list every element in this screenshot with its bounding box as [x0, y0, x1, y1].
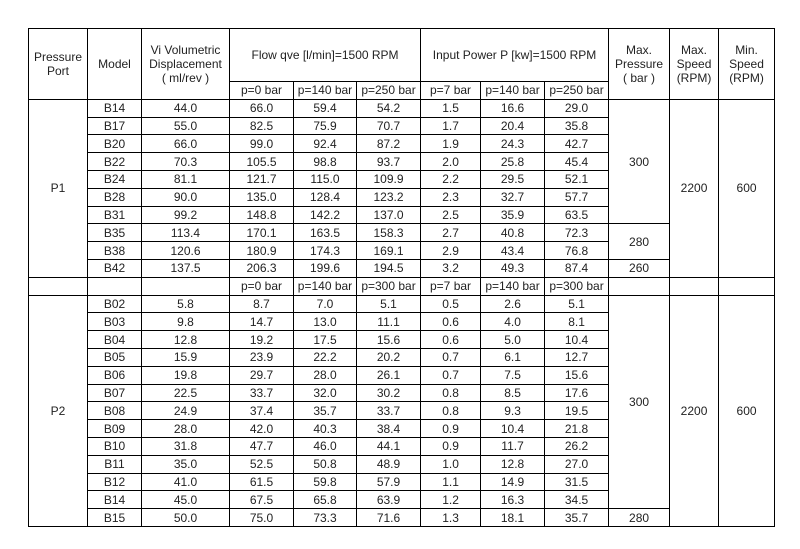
value-cell: 29.5 — [481, 170, 545, 188]
value-cell: 48.9 — [357, 455, 421, 473]
value-cell: 44.0 — [142, 99, 230, 117]
value-cell: 174.3 — [294, 242, 357, 260]
value-cell: 12.7 — [545, 348, 609, 366]
value-cell: 1.7 — [421, 117, 481, 135]
p1-sub-header: p=0 bar — [230, 82, 294, 100]
value-cell: 34.5 — [545, 491, 609, 509]
value-cell: 65.8 — [294, 491, 357, 509]
value-cell: 137.5 — [142, 259, 230, 277]
max-speed-header: Max. Speed (RPM) — [670, 29, 719, 100]
model-cell: B28 — [88, 188, 142, 206]
value-cell: 115.0 — [294, 170, 357, 188]
value-cell: 158.3 — [357, 224, 421, 242]
flow-header: Flow qve [l/min]=1500 RPM — [230, 29, 421, 82]
value-cell: 99.2 — [142, 206, 230, 224]
value-cell: 15.6 — [545, 366, 609, 384]
value-cell: 73.3 — [294, 509, 357, 527]
value-cell: 2.7 — [421, 224, 481, 242]
table-row — [29, 259, 775, 277]
value-cell: 8.1 — [545, 313, 609, 331]
value-cell: 1.9 — [421, 135, 481, 153]
value-cell: 15.9 — [142, 348, 230, 366]
model-cell: B15 — [88, 509, 142, 527]
value-cell: 194.5 — [357, 259, 421, 277]
p2-sub-header: p=140 bar — [294, 277, 357, 295]
value-cell: 20.4 — [481, 117, 545, 135]
model-cell: B14 — [88, 99, 142, 117]
max-speed-cell: 2200 — [670, 99, 719, 277]
value-cell: 26.2 — [545, 437, 609, 455]
model-cell: B24 — [88, 170, 142, 188]
value-cell: 31.5 — [545, 473, 609, 491]
model-cell: B02 — [88, 295, 142, 313]
value-cell: 63.5 — [545, 206, 609, 224]
value-cell: 25.8 — [481, 153, 545, 171]
value-cell: 59.8 — [294, 473, 357, 491]
max-speed-cell: 2200 — [670, 295, 719, 526]
min-speed-header: Min. Speed (RPM) — [719, 29, 775, 100]
value-cell: 63.9 — [357, 491, 421, 509]
value-cell: 2.6 — [481, 295, 545, 313]
min-speed-cell: 600 — [719, 295, 775, 526]
p1-sub-header: p=140 bar — [294, 82, 357, 100]
model-cell: B04 — [88, 331, 142, 349]
pressure-port-cell: P2 — [29, 295, 88, 526]
model-cell: B20 — [88, 135, 142, 153]
value-cell: 52.5 — [230, 455, 294, 473]
value-cell: 1.3 — [421, 509, 481, 527]
value-cell: 66.0 — [230, 99, 294, 117]
value-cell: 19.2 — [230, 331, 294, 349]
table-row — [29, 224, 775, 242]
value-cell: 67.5 — [230, 491, 294, 509]
value-cell: 15.6 — [357, 331, 421, 349]
value-cell: 61.5 — [230, 473, 294, 491]
value-cell: 81.1 — [142, 170, 230, 188]
p2-sub-header: p=0 bar — [230, 277, 294, 295]
value-cell: 28.0 — [142, 420, 230, 438]
value-cell: 142.2 — [294, 206, 357, 224]
value-cell: 180.9 — [230, 242, 294, 260]
empty-cell — [142, 277, 230, 295]
value-cell: 17.6 — [545, 384, 609, 402]
value-cell: 45.0 — [142, 491, 230, 509]
value-cell: 42.0 — [230, 420, 294, 438]
value-cell: 76.8 — [545, 242, 609, 260]
model-cell: B31 — [88, 206, 142, 224]
value-cell: 57.9 — [357, 473, 421, 491]
model-cell: B12 — [88, 473, 142, 491]
value-cell: 40.8 — [481, 224, 545, 242]
value-cell: 1.0 — [421, 455, 481, 473]
value-cell: 0.7 — [421, 348, 481, 366]
value-cell: 42.7 — [545, 135, 609, 153]
value-cell: 35.8 — [545, 117, 609, 135]
value-cell: 33.7 — [230, 384, 294, 402]
empty-cell — [670, 277, 719, 295]
value-cell: 38.4 — [357, 420, 421, 438]
value-cell: 169.1 — [357, 242, 421, 260]
value-cell: 44.1 — [357, 437, 421, 455]
value-cell: 49.3 — [481, 259, 545, 277]
value-cell: 52.1 — [545, 170, 609, 188]
value-cell: 2.9 — [421, 242, 481, 260]
model-cell: B08 — [88, 402, 142, 420]
value-cell: 47.7 — [230, 437, 294, 455]
value-cell: 120.6 — [142, 242, 230, 260]
value-cell: 35.0 — [142, 455, 230, 473]
model-cell: B10 — [88, 437, 142, 455]
value-cell: 55.0 — [142, 117, 230, 135]
value-cell: 0.6 — [421, 331, 481, 349]
value-cell: 11.1 — [357, 313, 421, 331]
value-cell: 14.9 — [481, 473, 545, 491]
table-row — [29, 99, 775, 117]
value-cell: 98.8 — [294, 153, 357, 171]
model-cell: B11 — [88, 455, 142, 473]
pressure-port-cell: P1 — [29, 99, 88, 277]
p2-sub-header: p=300 bar — [545, 277, 609, 295]
max-pressure-cell: 280 — [609, 224, 670, 260]
value-cell: 1.2 — [421, 491, 481, 509]
max-pressure-cell: 260 — [609, 259, 670, 277]
value-cell: 163.5 — [294, 224, 357, 242]
value-cell: 40.3 — [294, 420, 357, 438]
value-cell: 57.7 — [545, 188, 609, 206]
value-cell: 43.4 — [481, 242, 545, 260]
value-cell: 26.1 — [357, 366, 421, 384]
value-cell: 5.1 — [357, 295, 421, 313]
value-cell: 41.0 — [142, 473, 230, 491]
p2-sub-header-row — [29, 277, 775, 295]
value-cell: 7.0 — [294, 295, 357, 313]
value-cell: 13.0 — [294, 313, 357, 331]
model-cell: B05 — [88, 348, 142, 366]
value-cell: 75.9 — [294, 117, 357, 135]
p2-sub-header: p=7 bar — [421, 277, 481, 295]
value-cell: 206.3 — [230, 259, 294, 277]
value-cell: 72.3 — [545, 224, 609, 242]
value-cell: 30.2 — [357, 384, 421, 402]
value-cell: 16.3 — [481, 491, 545, 509]
value-cell: 35.9 — [481, 206, 545, 224]
value-cell: 9.3 — [481, 402, 545, 420]
value-cell: 0.9 — [421, 420, 481, 438]
value-cell: 70.3 — [142, 153, 230, 171]
empty-cell — [29, 277, 88, 295]
model-cell: B07 — [88, 384, 142, 402]
value-cell: 45.4 — [545, 153, 609, 171]
value-cell: 71.6 — [357, 509, 421, 527]
value-cell: 87.4 — [545, 259, 609, 277]
p2-sub-header: p=300 bar — [357, 277, 421, 295]
value-cell: 0.6 — [421, 313, 481, 331]
value-cell: 5.8 — [142, 295, 230, 313]
empty-cell — [88, 277, 142, 295]
value-cell: 123.2 — [357, 188, 421, 206]
value-cell: 18.1 — [481, 509, 545, 527]
value-cell: 3.2 — [421, 259, 481, 277]
value-cell: 59.4 — [294, 99, 357, 117]
p1-sub-header: p=7 bar — [421, 82, 481, 100]
value-cell: 22.5 — [142, 384, 230, 402]
value-cell: 87.2 — [357, 135, 421, 153]
pressure-port-header: Pressure Port — [29, 29, 88, 100]
value-cell: 4.0 — [481, 313, 545, 331]
model-cell: B22 — [88, 153, 142, 171]
value-cell: 19.8 — [142, 366, 230, 384]
value-cell: 109.9 — [357, 170, 421, 188]
value-cell: 0.8 — [421, 402, 481, 420]
value-cell: 29.7 — [230, 366, 294, 384]
value-cell: 2.3 — [421, 188, 481, 206]
value-cell: 99.0 — [230, 135, 294, 153]
value-cell: 11.7 — [481, 437, 545, 455]
value-cell: 199.6 — [294, 259, 357, 277]
min-speed-cell: 600 — [719, 99, 775, 277]
model-cell: B42 — [88, 259, 142, 277]
model-cell: B03 — [88, 313, 142, 331]
table-row — [29, 295, 775, 313]
value-cell: 0.7 — [421, 366, 481, 384]
value-cell: 35.7 — [545, 509, 609, 527]
value-cell: 70.7 — [357, 117, 421, 135]
value-cell: 27.0 — [545, 455, 609, 473]
value-cell: 12.8 — [481, 455, 545, 473]
value-cell: 8.7 — [230, 295, 294, 313]
value-cell: 35.7 — [294, 402, 357, 420]
value-cell: 5.0 — [481, 331, 545, 349]
p1-sub-header: p=140 bar — [481, 82, 545, 100]
value-cell: 148.8 — [230, 206, 294, 224]
value-cell: 137.0 — [357, 206, 421, 224]
value-cell: 10.4 — [481, 420, 545, 438]
max-pressure-header: Max. Pressure ( bar ) — [609, 29, 670, 100]
value-cell: 23.9 — [230, 348, 294, 366]
value-cell: 1.1 — [421, 473, 481, 491]
value-cell: 31.8 — [142, 437, 230, 455]
value-cell: 19.5 — [545, 402, 609, 420]
value-cell: 0.8 — [421, 384, 481, 402]
value-cell: 121.7 — [230, 170, 294, 188]
value-cell: 0.5 — [421, 295, 481, 313]
p1-sub-header: p=250 bar — [357, 82, 421, 100]
empty-cell — [609, 277, 670, 295]
value-cell: 9.8 — [142, 313, 230, 331]
value-cell: 46.0 — [294, 437, 357, 455]
empty-cell — [719, 277, 775, 295]
value-cell: 50.0 — [142, 509, 230, 527]
value-cell: 6.1 — [481, 348, 545, 366]
model-cell: B35 — [88, 224, 142, 242]
value-cell: 93.7 — [357, 153, 421, 171]
value-cell: 82.5 — [230, 117, 294, 135]
max-pressure-cell: 280 — [609, 509, 670, 527]
input-power-header: Input Power P [kw]=1500 RPM — [421, 29, 609, 82]
value-cell: 2.0 — [421, 153, 481, 171]
value-cell: 113.4 — [142, 224, 230, 242]
p2-sub-header: p=140 bar — [481, 277, 545, 295]
displacement-header: Vi Volumetric Displacement ( ml/rev ) — [142, 29, 230, 100]
value-cell: 66.0 — [142, 135, 230, 153]
model-cell: B38 — [88, 242, 142, 260]
value-cell: 32.0 — [294, 384, 357, 402]
value-cell: 37.4 — [230, 402, 294, 420]
value-cell: 17.5 — [294, 331, 357, 349]
value-cell: 75.0 — [230, 509, 294, 527]
value-cell: 90.0 — [142, 188, 230, 206]
value-cell: 12.8 — [142, 331, 230, 349]
value-cell: 0.9 — [421, 437, 481, 455]
value-cell: 128.4 — [294, 188, 357, 206]
value-cell: 16.6 — [481, 99, 545, 117]
value-cell: 5.1 — [545, 295, 609, 313]
value-cell: 170.1 — [230, 224, 294, 242]
model-cell: B09 — [88, 420, 142, 438]
value-cell: 50.8 — [294, 455, 357, 473]
value-cell: 24.9 — [142, 402, 230, 420]
value-cell: 7.5 — [481, 366, 545, 384]
value-cell: 29.0 — [545, 99, 609, 117]
model-header: Model — [88, 29, 142, 100]
value-cell: 54.2 — [357, 99, 421, 117]
value-cell: 21.8 — [545, 420, 609, 438]
value-cell: 28.0 — [294, 366, 357, 384]
p1-sub-header: p=250 bar — [545, 82, 609, 100]
table-row — [29, 509, 775, 527]
max-pressure-cell: 300 — [609, 99, 670, 224]
value-cell: 92.4 — [294, 135, 357, 153]
value-cell: 2.2 — [421, 170, 481, 188]
value-cell: 32.7 — [481, 188, 545, 206]
pump-spec-table — [28, 28, 775, 527]
value-cell: 135.0 — [230, 188, 294, 206]
model-cell: B14 — [88, 491, 142, 509]
value-cell: 8.5 — [481, 384, 545, 402]
model-cell: B06 — [88, 366, 142, 384]
model-cell: B17 — [88, 117, 142, 135]
value-cell: 33.7 — [357, 402, 421, 420]
value-cell: 24.3 — [481, 135, 545, 153]
max-pressure-cell: 300 — [609, 295, 670, 509]
value-cell: 14.7 — [230, 313, 294, 331]
value-cell: 2.5 — [421, 206, 481, 224]
value-cell: 1.5 — [421, 99, 481, 117]
value-cell: 10.4 — [545, 331, 609, 349]
value-cell: 20.2 — [357, 348, 421, 366]
value-cell: 105.5 — [230, 153, 294, 171]
value-cell: 22.2 — [294, 348, 357, 366]
